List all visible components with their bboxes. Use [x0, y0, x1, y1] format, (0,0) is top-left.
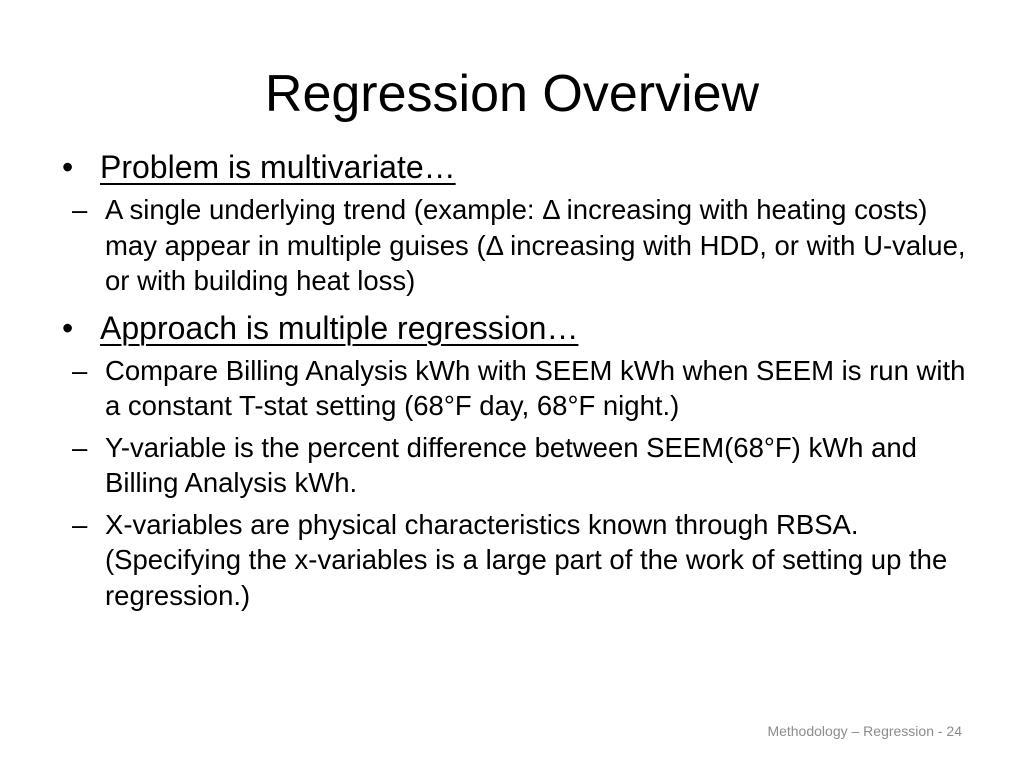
dash-icon: – [72, 194, 88, 225]
slide-title: Regression Overview [264, 65, 760, 123]
sub-bullet-list [60, 192, 970, 299]
bullet-icon: • [62, 309, 74, 346]
bullet-item-approach [60, 309, 970, 347]
sub-bullet-item [60, 507, 970, 614]
sub-bullet-text: Compare Billing Analysis kWh with SEEM kWh when SEEM is run with a constant T-stat setting (68°F day, 68°F night.) [105, 354, 966, 421]
sub-bullet-text: A single underlying trend (example: Δ increasing with heating costs) may appear in multiple guises (Δ increasing with HDD, or with U-value, or with building heat loss) [105, 194, 966, 296]
slide-content [60, 148, 970, 623]
bullet-item-problem [60, 148, 970, 186]
sub-bullet-item [60, 192, 970, 299]
sub-bullet-item [60, 353, 970, 424]
sub-bullet-text: Y-variable is the percent difference between SEEM(68°F) kWh and Billing Analysis kWh. [105, 431, 917, 498]
dash-icon: – [72, 354, 88, 386]
sub-bullet-list [60, 353, 970, 614]
sub-bullet-item [60, 430, 970, 501]
dash-icon: – [72, 508, 88, 540]
bullet-text: Problem is multivariate… [100, 149, 456, 185]
bullet-icon: • [62, 149, 74, 185]
slide-footer: Methodology – Regression - 24 [767, 723, 962, 739]
bullet-text: Approach is multiple regression… [100, 309, 579, 346]
sub-bullet-text: X-variables are physical characteristics known through RBSA. (Specifying the x-variables is a large part of the work of setting up the regression.) [105, 508, 948, 611]
dash-icon: – [72, 431, 88, 463]
